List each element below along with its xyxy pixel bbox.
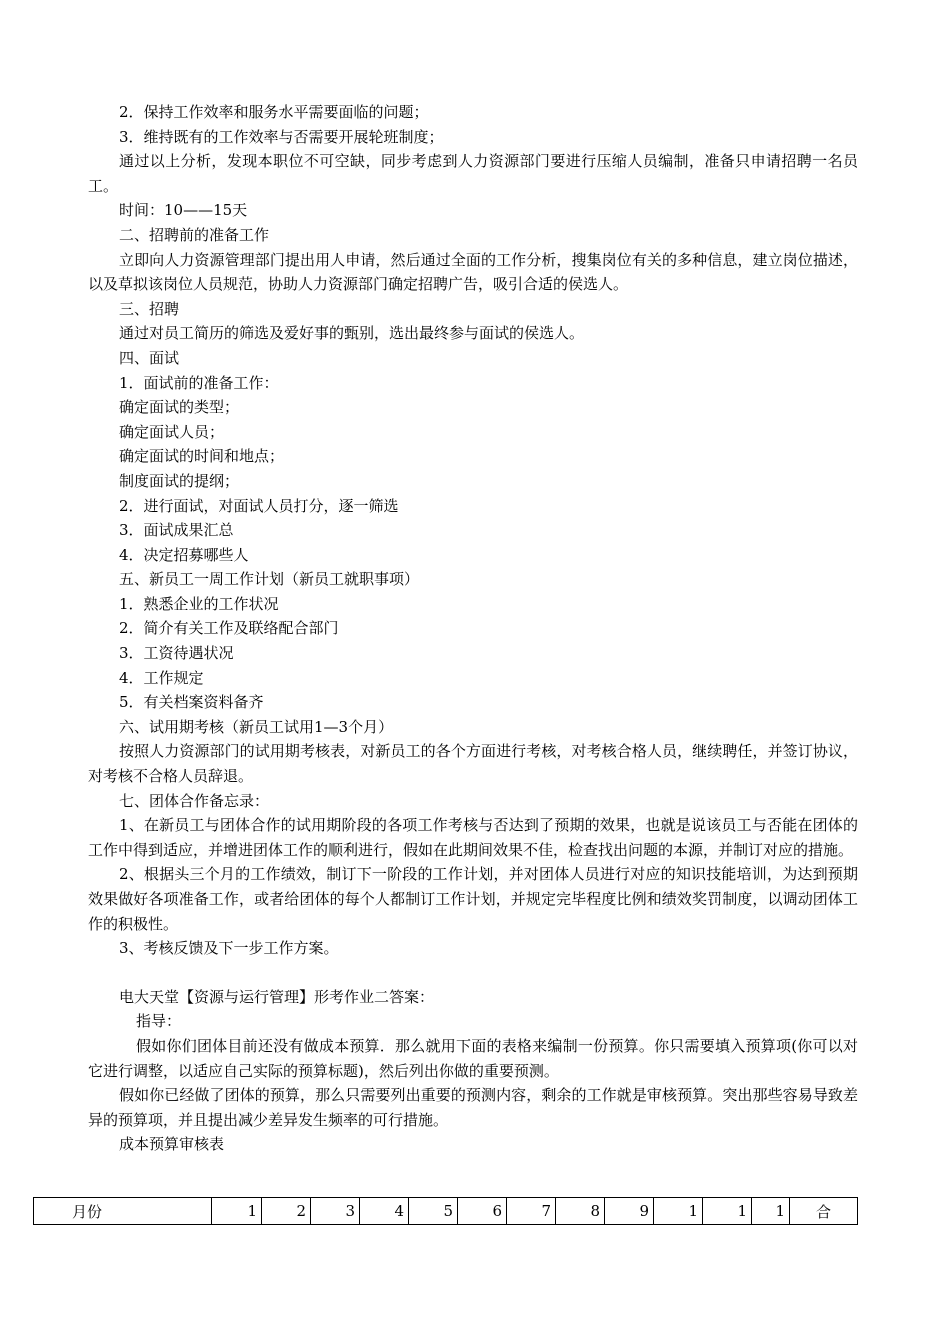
- paragraph: 确定面试的时间和地点；: [119, 447, 285, 466]
- table-cell-month-label: 月份: [34, 1198, 212, 1225]
- paragraph: 2．保持工作效率和服务水平需要面临的问题；: [119, 103, 429, 121]
- cost-budget-review-table: [33, 1197, 858, 1225]
- table-cell: 4: [360, 1198, 409, 1225]
- table-cell: 1: [703, 1198, 752, 1225]
- paragraph: 电大天堂【资源与运行管理】形考作业二答案：: [119, 987, 435, 1006]
- paragraph: 4．工作规定: [119, 668, 204, 687]
- paragraph: 时间：10——15天: [119, 201, 248, 220]
- table-cell: 3: [311, 1198, 360, 1225]
- paragraph: 立即向人力资源管理部门提出用人申请，然后通过全面的工作分析，搜集岗位有关的多种信息，建立岗位描述，以及草拟该岗位人员规范，协助人力资源部门确定招聘广告，吸引合适的侯选人。: [88, 250, 858, 294]
- paragraph: 确定面试人员；: [119, 422, 225, 441]
- table-cell: 8: [556, 1198, 605, 1225]
- paragraph: 七、团体合作备忘录：: [119, 791, 270, 810]
- blank-line: [88, 961, 858, 985]
- table-cell: 1: [654, 1198, 703, 1225]
- paragraph: 六、试用期考核（新员工试用1—3个月）: [119, 717, 394, 736]
- paragraph: 假如你们团体目前还没有做成本预算．那么就用下面的表格来编制一份预算。你只需要填入预算项(你可以对它进行调整，以适应自己实际的预算标题)，然后列出你做的重要预测。: [88, 1036, 858, 1080]
- paragraph: 指导：: [136, 1012, 182, 1031]
- paragraph: 三、招聘: [119, 299, 180, 318]
- paragraph: 3、考核反馈及下一步工作方案。: [119, 939, 339, 958]
- paragraph: 制度面试的提纲；: [119, 471, 240, 490]
- paragraph: 通过以上分析，发现本职位不可空缺，同步考虑到人力资源部门要进行压缩人员编制，准备只申请招聘一名员工。: [88, 152, 858, 195]
- table-cell: 5: [409, 1198, 458, 1225]
- paragraph: 按照人力资源部门的试用期考核表，对新员工的各个方面进行考核，对考核合格人员，继续聘任，并签订协议，对考核不合格人员辞退。: [88, 742, 858, 786]
- paragraph: 通过对员工简历的筛选及爱好事的甄别，选出最终参与面试的侯选人。: [119, 324, 585, 343]
- paragraph: 确定面试的类型；: [119, 398, 240, 417]
- paragraph: 二、招聘前的准备工作: [119, 225, 270, 244]
- paragraph: 成本预算审核表: [119, 1135, 225, 1154]
- table-cell: 6: [458, 1198, 507, 1225]
- table-cell: 1: [212, 1198, 262, 1225]
- paragraph: 5．有关档案资料备齐: [119, 693, 264, 712]
- table-cell-total: 合: [790, 1198, 858, 1225]
- table-cell: 9: [605, 1198, 654, 1225]
- paragraph: 2．简介有关工作及联络配合部门: [119, 619, 339, 638]
- paragraph: 1．面试前的准备工作：: [119, 373, 279, 392]
- table-cell: 7: [507, 1198, 556, 1225]
- table-cell: 2: [262, 1198, 311, 1225]
- paragraph: 假如你已经做了团体的预算，那么只需要列出重要的预测内容，剩余的工作就是审核预算。突出那些容易导致差异的预算项，并且提出减少差异发生频率的可行措施。: [88, 1086, 858, 1129]
- paragraph: 1．熟悉企业的工作状况: [119, 594, 279, 613]
- table-header-row: [34, 1198, 858, 1225]
- paragraph: 4．决定招募哪些人: [119, 545, 249, 564]
- table-cell: 1: [752, 1198, 790, 1225]
- paragraph: 3．维持既有的工作效率与否需要开展轮班制度；: [119, 127, 444, 146]
- paragraph: 2、根据头三个月的工作绩效，制订下一阶段的工作计划，并对团体人员进行对应的知识技能培训，为达到预期效果做好各项准备工作，或者给团体的每个人都制订工作计划，并规定完毕程度比例和绩效奖罚制度，以调动团体工作的积极性。: [88, 865, 858, 933]
- paragraph: 四、面试: [119, 348, 180, 367]
- document-body: [88, 100, 858, 1157]
- paragraph: 3．工资待遇状况: [119, 644, 234, 663]
- paragraph: 1、在新员工与团体合作的试用期阶段的各项工作考核与否达到了预期的效果，也就是说该员工与否能在团体的工作中得到适应，并增进团体工作的顺利进行，假如在此期间效果不佳，检查找出问题的本源，并制订对应的措施。: [88, 816, 858, 859]
- paragraph: 五、新员工一周工作计划（新员工就职事项）: [119, 570, 420, 589]
- paragraph: 3．面试成果汇总: [119, 521, 234, 540]
- paragraph: 2．进行面试，对面试人员打分，逐一筛选: [119, 496, 399, 515]
